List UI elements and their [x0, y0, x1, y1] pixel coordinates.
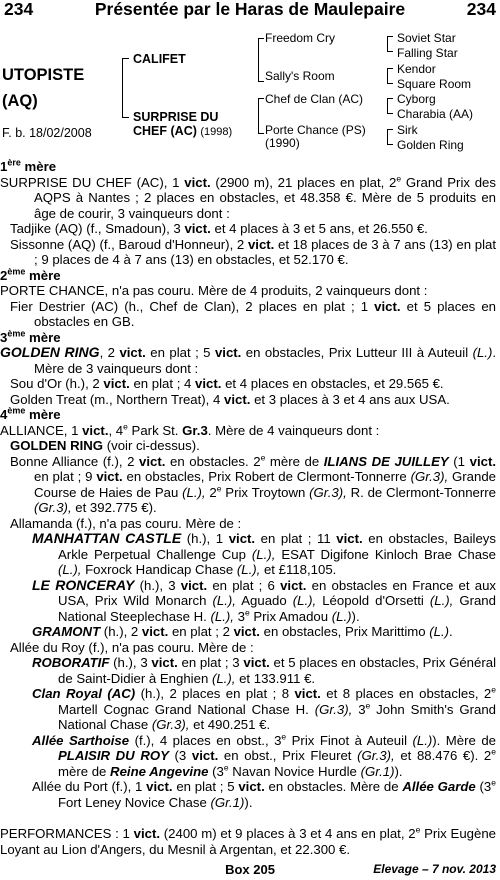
paragraph: Bonne Alliance (f.), 2 vict. en obstacles. 2e mère de ILIANS DE JUILLEY (1 vict. en plat ; 9 vict. en obstacles, Prix Robert de Clermont-Tonnerre (Gr.3), Grande Course de Haies de Pau (L.), 2e Prix Troytown (Gr.3), R. de Clermont-Tonnerre (Gr.3), et 392.775 €).: [10, 452, 497, 515]
paragraph: Fier Destrier (AC) (h., Chef de Clan), 2 places en plat ; 1 vict. et 5 places en obstacles en GB.: [10, 298, 497, 329]
paragraph: Allée du Port (f.), 1 vict. en plat ; 5 vict. en obstacles. Mère de Allée Garde (3e Fort Leney Novice Chase (Gr.1)).: [32, 777, 496, 810]
page-title: Présentée par le Haras de Maulepaire: [94, 0, 406, 19]
paragraph: Golden Treat (m., Northern Treat), 4 vict. et 3 places à 3 et 4 ans aux USA.: [10, 391, 450, 407]
page-number-left: 234: [4, 0, 34, 19]
paragraph: Sissonne (AQ) (f., Baroud d'Honneur), 2 vict. et 18 places de 3 à 7 ans (13) en plat ; 9 places de 4 à 7 ans (13) en obstacles, et 52.170 €.: [10, 236, 497, 267]
gen4-3: Kendor: [397, 62, 436, 76]
dam-name-line1: SURPRISE DU: [133, 110, 219, 124]
paragraph: MANHATTAN CASTLE (h.), 1 vict. en plat ; 11 vict. en obstacles, Baileys Arkle Perpetual Challenge Cup (L.), ESAT Digifone Kinloch Brae Chase (L.), Foxrock Handicap Chase (L.), et £118,105.: [32, 530, 496, 577]
section-heading: 1ère mère: [0, 157, 57, 174]
gen4-5: Cyborg: [397, 92, 436, 106]
dam-name-line2: CHEF (AC) (1998): [133, 124, 233, 138]
section-heading: 2ème mère: [0, 266, 61, 283]
sire-name: CALIFET: [133, 52, 186, 66]
gen4-7: Sirk: [397, 123, 418, 137]
gen3-dam-dam-year: (1990): [265, 136, 300, 150]
bracket: [387, 129, 393, 145]
paragraph: SURPRISE DU CHEF (AC), 1 vict. (2900 m), 21 places en plat, 2e Grand Prix des AQPS à Nantes ; 2 places en obstacles, et 48.358 €. Mère de 5 produits en âge de courir, 3 vainqueurs dont :: [0, 173, 496, 221]
gen4-8: Golden Ring: [397, 138, 464, 152]
box-number: Box 205: [225, 862, 275, 877]
paragraph: Clan Royal (AC) (h.), 2 places en plat ; 8 vict. et 8 places en obstacles, 2e Martell Cognac Grand National Chase H. (Gr.3), 3e John Smith's Grand National Chase (Gr.3), et 490.251 €.: [32, 684, 497, 732]
horse-origin: (AQ): [2, 92, 38, 110]
section-heading: 4ème mère: [0, 405, 61, 422]
paragraph: ALLIANCE, 1 vict., 4e Park St. Gr.3. Mère de 4 vainqueurs dont :: [0, 421, 380, 438]
paragraph: PORTE CHANCE, n'a pas couru. Mère de 4 produits, 2 vainqueurs dont :: [0, 283, 428, 298]
page-footer: [0, 862, 500, 880]
bracket: [387, 98, 393, 114]
footer-source: Elevage – 7 nov. 2013: [373, 862, 496, 876]
gen3-sire-dam: Sally's Room: [265, 69, 335, 83]
paragraph: GOLDEN RING, 2 vict. en plat ; 5 vict. en obstacles, Prix Lutteur III à Auteuil (L.). Mère de 3 vainqueurs dont :: [0, 344, 497, 376]
page-header: [0, 0, 500, 22]
paragraph: Allée du Roy (f.), n'a pas couru. Mère de :: [10, 639, 254, 655]
paragraph: GRAMONT (h.), 2 vict. en plat ; 2 vict. en obstacles, Prix Marittimo (L.).: [32, 624, 453, 639]
gen4-6: Charabia (AA): [397, 107, 474, 121]
paragraph: Tadjike (AQ) (f., Smadoun), 3 vict. et 4 places à 3 et 5 ans, et 26.550 €.: [10, 221, 428, 236]
section-heading: 3ème mère: [0, 328, 61, 345]
bracket: [387, 68, 393, 84]
paragraph: LE RONCERAY (h.), 3 vict. en plat ; 6 vict. en obstacles en France et aux USA, Prix Wild Monarch (L.), Aguado (L.), Léopold d'Orsetti (L.), Grand National Steeplechase H. (L.), 3e Prix Amadou (L.)).: [32, 576, 496, 624]
bracket: [122, 58, 129, 118]
horse-name: UTOPISTE: [2, 66, 85, 84]
bracket: [387, 36, 393, 52]
horse-info: F. b. 18/02/2008: [2, 126, 92, 140]
page-number-right: 234: [466, 0, 496, 19]
gen3-dam-dam: Porte Chance (PS): [265, 123, 366, 137]
paragraph: Allamanda (f.), n'a pas couru. Mère de :: [10, 515, 242, 531]
paragraph: GOLDEN RING (voir ci-dessus).: [10, 438, 200, 453]
bracket: [258, 38, 264, 82]
paragraph: ROBORATIF (h.), 3 vict. en plat ; 3 vict. et 5 places en obstacles, Prix Général de Saint-Didier à Enghien (L.), et 133.911 €.: [32, 655, 497, 686]
paragraph: Allée Sarthoise (f.), 4 places en obst., 3e Prix Finot à Auteuil (L.)). Mère de PLAISIR DU ROY (3 vict. en obst., Prix Fleuret (Gr.3), et 88.476 €). 2e mère de Reine Angevine (3e Navan Novice Hurdle (Gr.1)).: [32, 731, 496, 779]
bracket: [258, 98, 264, 134]
family-notes: [0, 159, 496, 857]
gen3-dam-sire: Chef de Clan (AC): [265, 92, 364, 106]
gen4-2: Falling Star: [397, 46, 458, 60]
pedigree-table: [0, 28, 500, 160]
performances: PERFORMANCES : 1 vict. (2400 m) et 9 places à 3 et 4 ans en plat, 2e Prix Eugène Loyant au Lion d'Angers, du Mesnil à Argentan, et 22.300 €.: [0, 824, 496, 857]
gen4-1: Soviet Star: [397, 31, 456, 45]
paragraph: Sou d'Or (h.), 2 vict. en plat ; 4 vict. et 4 places en obstacles, et 29.565 €.: [10, 376, 444, 391]
gen4-4: Square Room: [397, 77, 472, 91]
gen3-sire-sire: Freedom Cry: [265, 31, 336, 45]
